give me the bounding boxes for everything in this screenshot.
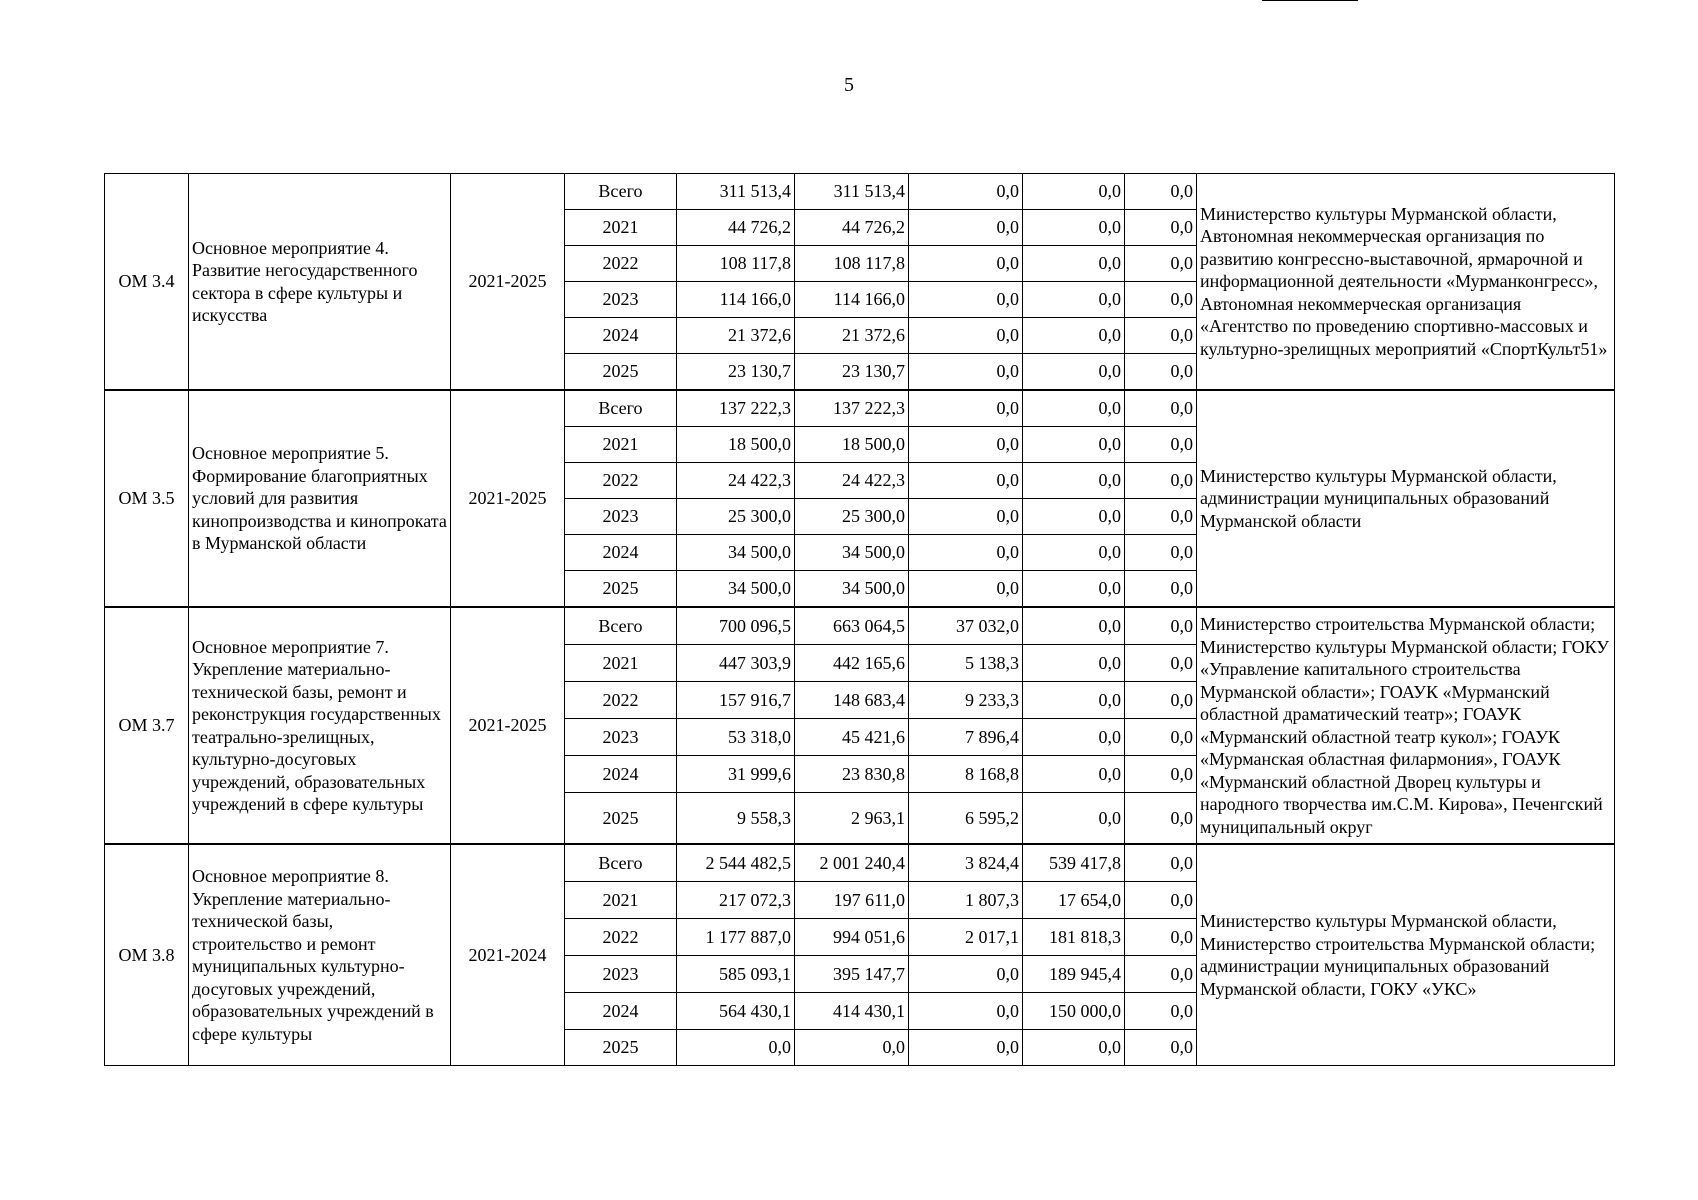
amount-cell: 0,0 [1125,793,1197,845]
year-cell: Всего [565,607,677,645]
amount-cell: 0,0 [909,318,1023,354]
total-cell: 24 422,3 [677,463,795,499]
total-cell: 9 558,3 [677,793,795,845]
amount-cell: 114 166,0 [795,282,909,318]
amount-cell: 0,0 [909,463,1023,499]
amount-cell: 0,0 [1125,756,1197,793]
amount-cell: 0,0 [1023,571,1125,608]
amount-cell: 0,0 [1125,956,1197,993]
amount-cell: 189 945,4 [1023,956,1125,993]
amount-cell: 539 417,8 [1023,844,1125,882]
year-cell: 2024 [565,756,677,793]
amount-cell: 0,0 [909,282,1023,318]
activity-executors: Министерство культуры Мурманской области, Автономная некоммерческая организация по развитию конгрессно-выставочной, ярмарочной и информационной деятельности «Мурманконгресс», Автономная некоммерческая организация «Агентство по проведению спортивно-массовых и культурно-зрелищных мероприятий «СпортКульт51» [1197,174,1615,391]
amount-cell: 0,0 [1125,682,1197,719]
amount-cell: 0,0 [1125,210,1197,246]
total-cell: 31 999,6 [677,756,795,793]
amount-cell: 0,0 [1125,174,1197,210]
total-cell: 53 318,0 [677,719,795,756]
amount-cell: 0,0 [1023,318,1125,354]
amount-cell: 44 726,2 [795,210,909,246]
amount-cell: 0,0 [1023,282,1125,318]
amount-cell: 0,0 [909,354,1023,391]
total-cell: 0,0 [677,1030,795,1066]
amount-cell: 0,0 [909,499,1023,535]
total-cell: 25 300,0 [677,499,795,535]
amount-cell: 0,0 [909,956,1023,993]
amount-cell: 0,0 [1125,719,1197,756]
table-row [105,174,1615,210]
amount-cell: 150 000,0 [1023,993,1125,1030]
total-cell: 2 544 482,5 [677,844,795,882]
activity-executors: Министерство культуры Мурманской области, администрации муниципальных образований Мурманской области [1197,390,1615,607]
year-cell: 2024 [565,535,677,571]
amount-cell: 0,0 [909,246,1023,282]
year-cell: 2021 [565,882,677,919]
total-cell: 1 177 887,0 [677,919,795,956]
amount-cell: 34 500,0 [795,571,909,608]
page-number: 5 [844,74,854,96]
amount-cell: 0,0 [795,1030,909,1066]
amount-cell: 414 430,1 [795,993,909,1030]
year-cell: 2022 [565,919,677,956]
amount-cell: 23 830,8 [795,756,909,793]
year-cell: 2022 [565,246,677,282]
amount-cell: 0,0 [909,535,1023,571]
activity-period: 2021-2025 [451,390,565,607]
amount-cell: 0,0 [1125,844,1197,882]
activity-period: 2021-2024 [451,844,565,1066]
total-cell: 18 500,0 [677,427,795,463]
amount-cell: 2 963,1 [795,793,909,845]
amount-cell: 663 064,5 [795,607,909,645]
total-cell: 564 430,1 [677,993,795,1030]
year-cell: 2023 [565,719,677,756]
total-cell: 108 117,8 [677,246,795,282]
activity-name: Основное мероприятие 8. Укрепление материально-технической базы, строительство и ремонт муниципальных культурно-досуговых учреждений, образовательных учреждений в сфере культуры [189,844,451,1066]
amount-cell: 0,0 [1023,499,1125,535]
year-cell: Всего [565,174,677,210]
total-cell: 700 096,5 [677,607,795,645]
amount-cell: 6 595,2 [909,793,1023,845]
amount-cell: 25 300,0 [795,499,909,535]
amount-cell: 0,0 [1125,645,1197,682]
activity-name: Основное мероприятие 7. Укрепление материально-технической базы, ремонт и реконструкция государственных театрально-зрелищных, культурно-досуговых учреждений, образовательных учреждений в сфере культуры [189,607,451,844]
amount-cell: 0,0 [1125,427,1197,463]
amount-cell: 0,0 [1023,793,1125,845]
total-cell: 114 166,0 [677,282,795,318]
year-cell: 2023 [565,956,677,993]
amount-cell: 0,0 [1125,354,1197,391]
year-cell: 2025 [565,354,677,391]
total-cell: 217 072,3 [677,882,795,919]
table-row [105,844,1615,882]
total-cell: 44 726,2 [677,210,795,246]
activity-name: Основное мероприятие 5. Формирование благоприятных условий для развития кинопроизводства и кинопроката в Мурманской области [189,390,451,607]
amount-cell: 8 168,8 [909,756,1023,793]
amount-cell: 2 017,1 [909,919,1023,956]
amount-cell: 17 654,0 [1023,882,1125,919]
activity-code: ОМ 3.8 [105,844,189,1066]
amount-cell: 0,0 [1125,993,1197,1030]
activity-period: 2021-2025 [451,174,565,391]
amount-cell: 1 807,3 [909,882,1023,919]
table-row [105,390,1615,427]
activity-executors: Министерство строительства Мурманской области; Министерство культуры Мурманской области; ГОКУ «Управление капитального строительства Мурманской области»; ГОАУК «Мурманский областной драматический театр»; ГОАУК «Мурманский областной театр кукол»; ГОАУК «Мурманская областная филармония», ГОАУК «Мурманский областной Дворец культуры и народного творчества им.С.М. Кирова», Печенгский муниципальный округ [1197,607,1615,844]
amount-cell: 37 032,0 [909,607,1023,645]
amount-cell: 34 500,0 [795,535,909,571]
amount-cell: 0,0 [1125,318,1197,354]
table-body [105,174,1615,1066]
amount-cell: 0,0 [1023,427,1125,463]
year-cell: 2022 [565,463,677,499]
amount-cell: 0,0 [1023,1030,1125,1066]
year-cell: 2024 [565,993,677,1030]
year-cell: 2025 [565,571,677,608]
amount-cell: 2 001 240,4 [795,844,909,882]
amount-cell: 0,0 [1023,535,1125,571]
amount-cell: 0,0 [909,427,1023,463]
amount-cell: 148 683,4 [795,682,909,719]
amount-cell: 197 611,0 [795,882,909,919]
total-cell: 585 093,1 [677,956,795,993]
amount-cell: 0,0 [909,1030,1023,1066]
year-cell: 2023 [565,499,677,535]
amount-cell: 0,0 [1125,1030,1197,1066]
amount-cell: 24 422,3 [795,463,909,499]
amount-cell: 7 896,4 [909,719,1023,756]
amount-cell: 0,0 [1125,282,1197,318]
amount-cell: 0,0 [909,571,1023,608]
amount-cell: 0,0 [1125,463,1197,499]
amount-cell: 21 372,6 [795,318,909,354]
amount-cell: 0,0 [1125,535,1197,571]
amount-cell: 0,0 [1023,682,1125,719]
amount-cell: 311 513,4 [795,174,909,210]
amount-cell: 5 138,3 [909,645,1023,682]
amount-cell: 0,0 [909,210,1023,246]
program-activities-table [104,173,1615,1066]
total-cell: 447 303,9 [677,645,795,682]
amount-cell: 0,0 [909,390,1023,427]
amount-cell: 9 233,3 [909,682,1023,719]
activity-executors: Министерство культуры Мурманской области, Министерство строительства Мурманской области; администрации муниципальных образований Мурманской области, ГОКУ «УКС» [1197,844,1615,1066]
amount-cell: 3 824,4 [909,844,1023,882]
year-cell: Всего [565,844,677,882]
amount-cell: 0,0 [909,174,1023,210]
amount-cell: 0,0 [1125,499,1197,535]
amount-cell: 181 818,3 [1023,919,1125,956]
amount-cell: 0,0 [1125,390,1197,427]
amount-cell: 0,0 [1023,463,1125,499]
activity-code: ОМ 3.5 [105,390,189,607]
year-cell: 2023 [565,282,677,318]
amount-cell: 23 130,7 [795,354,909,391]
year-cell: 2021 [565,427,677,463]
amount-cell: 0,0 [1023,390,1125,427]
amount-cell: 0,0 [1023,174,1125,210]
total-cell: 34 500,0 [677,535,795,571]
year-cell: 2025 [565,793,677,845]
year-cell: Всего [565,390,677,427]
amount-cell: 18 500,0 [795,427,909,463]
activity-period: 2021-2025 [451,607,565,844]
top-edge-mark [1262,0,1358,1]
amount-cell: 395 147,7 [795,956,909,993]
amount-cell: 0,0 [1023,607,1125,645]
amount-cell: 994 051,6 [795,919,909,956]
total-cell: 311 513,4 [677,174,795,210]
amount-cell: 137 222,3 [795,390,909,427]
year-cell: 2022 [565,682,677,719]
total-cell: 34 500,0 [677,571,795,608]
amount-cell: 0,0 [1125,246,1197,282]
activity-code: ОМ 3.7 [105,607,189,844]
total-cell: 23 130,7 [677,354,795,391]
amount-cell: 0,0 [1125,882,1197,919]
activity-code: ОМ 3.4 [105,174,189,391]
amount-cell: 0,0 [1023,719,1125,756]
amount-cell: 0,0 [1125,607,1197,645]
amount-cell: 0,0 [1125,919,1197,956]
year-cell: 2025 [565,1030,677,1066]
amount-cell: 108 117,8 [795,246,909,282]
amount-cell: 0,0 [1023,354,1125,391]
amount-cell: 0,0 [1125,571,1197,608]
amount-cell: 45 421,6 [795,719,909,756]
amount-cell: 0,0 [1023,246,1125,282]
activity-name: Основное мероприятие 4. Развитие негосударственного сектора в сфере культуры и искусства [189,174,451,391]
total-cell: 137 222,3 [677,390,795,427]
amount-cell: 0,0 [1023,645,1125,682]
amount-cell: 0,0 [909,993,1023,1030]
amount-cell: 442 165,6 [795,645,909,682]
year-cell: 2024 [565,318,677,354]
amount-cell: 0,0 [1023,210,1125,246]
total-cell: 157 916,7 [677,682,795,719]
year-cell: 2021 [565,210,677,246]
amount-cell: 0,0 [1023,756,1125,793]
year-cell: 2021 [565,645,677,682]
table-row [105,607,1615,645]
total-cell: 21 372,6 [677,318,795,354]
